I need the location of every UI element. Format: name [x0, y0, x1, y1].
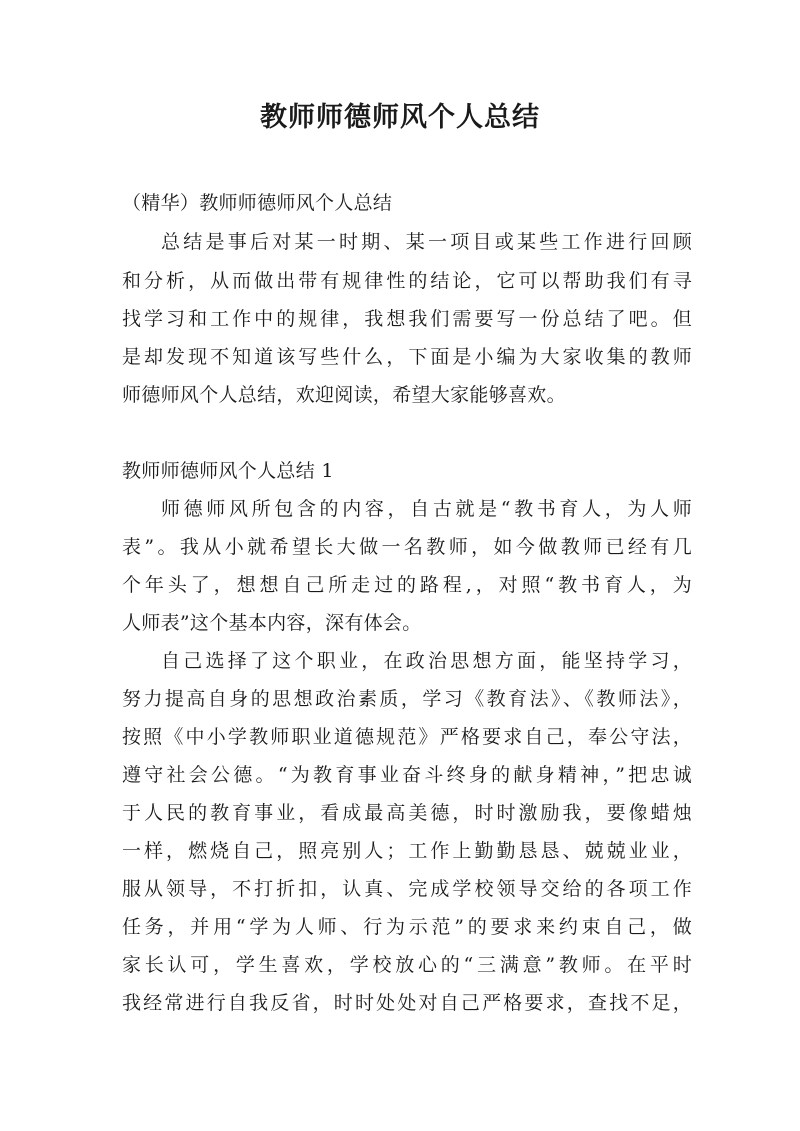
paragraph-line: 于人民的教育事业，看成最高美德，时时激励我，要像蜡烛 [122, 802, 692, 824]
section-heading: 教师师德师风个人总结 1 [122, 460, 334, 482]
paragraph-line: 任务，并用“学为人师、行为示范”的要求来约束自己，做 [122, 916, 692, 938]
document-title: 教师师德师风个人总结 [260, 102, 540, 133]
paragraph-line: 服从领导，不打折扣，认真、完成学校领导交给的各项工作 [122, 878, 692, 900]
paragraph-line: 表”。我从小就希望长大做一名教师，如今做教师已经有几 [122, 536, 692, 558]
intro-line: 师德师风个人总结，欢迎阅读，希望大家能够喜欢。 [122, 384, 566, 406]
paragraph-line: 按照《中小学教师职业道德规范》严格要求自己，奉公守法， [122, 726, 692, 748]
intro-subtitle: （精华）教师师德师风个人总结 [122, 192, 393, 214]
paragraph-line: 家长认可，学生喜欢，学校放心的“三满意”教师。在平时 [122, 954, 692, 976]
paragraph-line: 自己选择了这个职业，在政治思想方面，能坚持学习， [161, 650, 692, 672]
paragraph-line: 师德师风所包含的内容，自古就是“教书育人，为人师 [161, 498, 692, 520]
intro-line: 总结是事后对某一时期、某一项目或某些工作进行回顾 [161, 231, 692, 253]
paragraph-line: 人师表”这个基本内容，深有体会。 [122, 612, 422, 634]
paragraph-line: 遵守社会公德。“为教育事业奋斗终身的献身精神，”把忠诚 [122, 764, 692, 786]
intro-line: 找学习和工作中的规律，我想我们需要写一份总结了吧。但 [122, 308, 692, 330]
paragraph-line: 努力提高自身的思想政治素质，学习《教育法》、《教师法》， [122, 688, 692, 710]
intro-line: 和分析，从而做出带有规律性的结论，它可以帮助我们有寻 [122, 270, 692, 292]
intro-line: 是却发现不知道该写些什么，下面是小编为大家收集的教师 [122, 346, 692, 368]
paragraph-line: 个年头了，想想自己所走过的路程,，对照“教书育人，为 [122, 574, 692, 596]
paragraph-line: 一样，燃烧自己，照亮别人；工作上勤勤恳恳、兢兢业业， [122, 840, 692, 862]
paragraph-line: 我经常进行自我反省，时时处处对自己严格要求，查找不足， [122, 992, 692, 1014]
